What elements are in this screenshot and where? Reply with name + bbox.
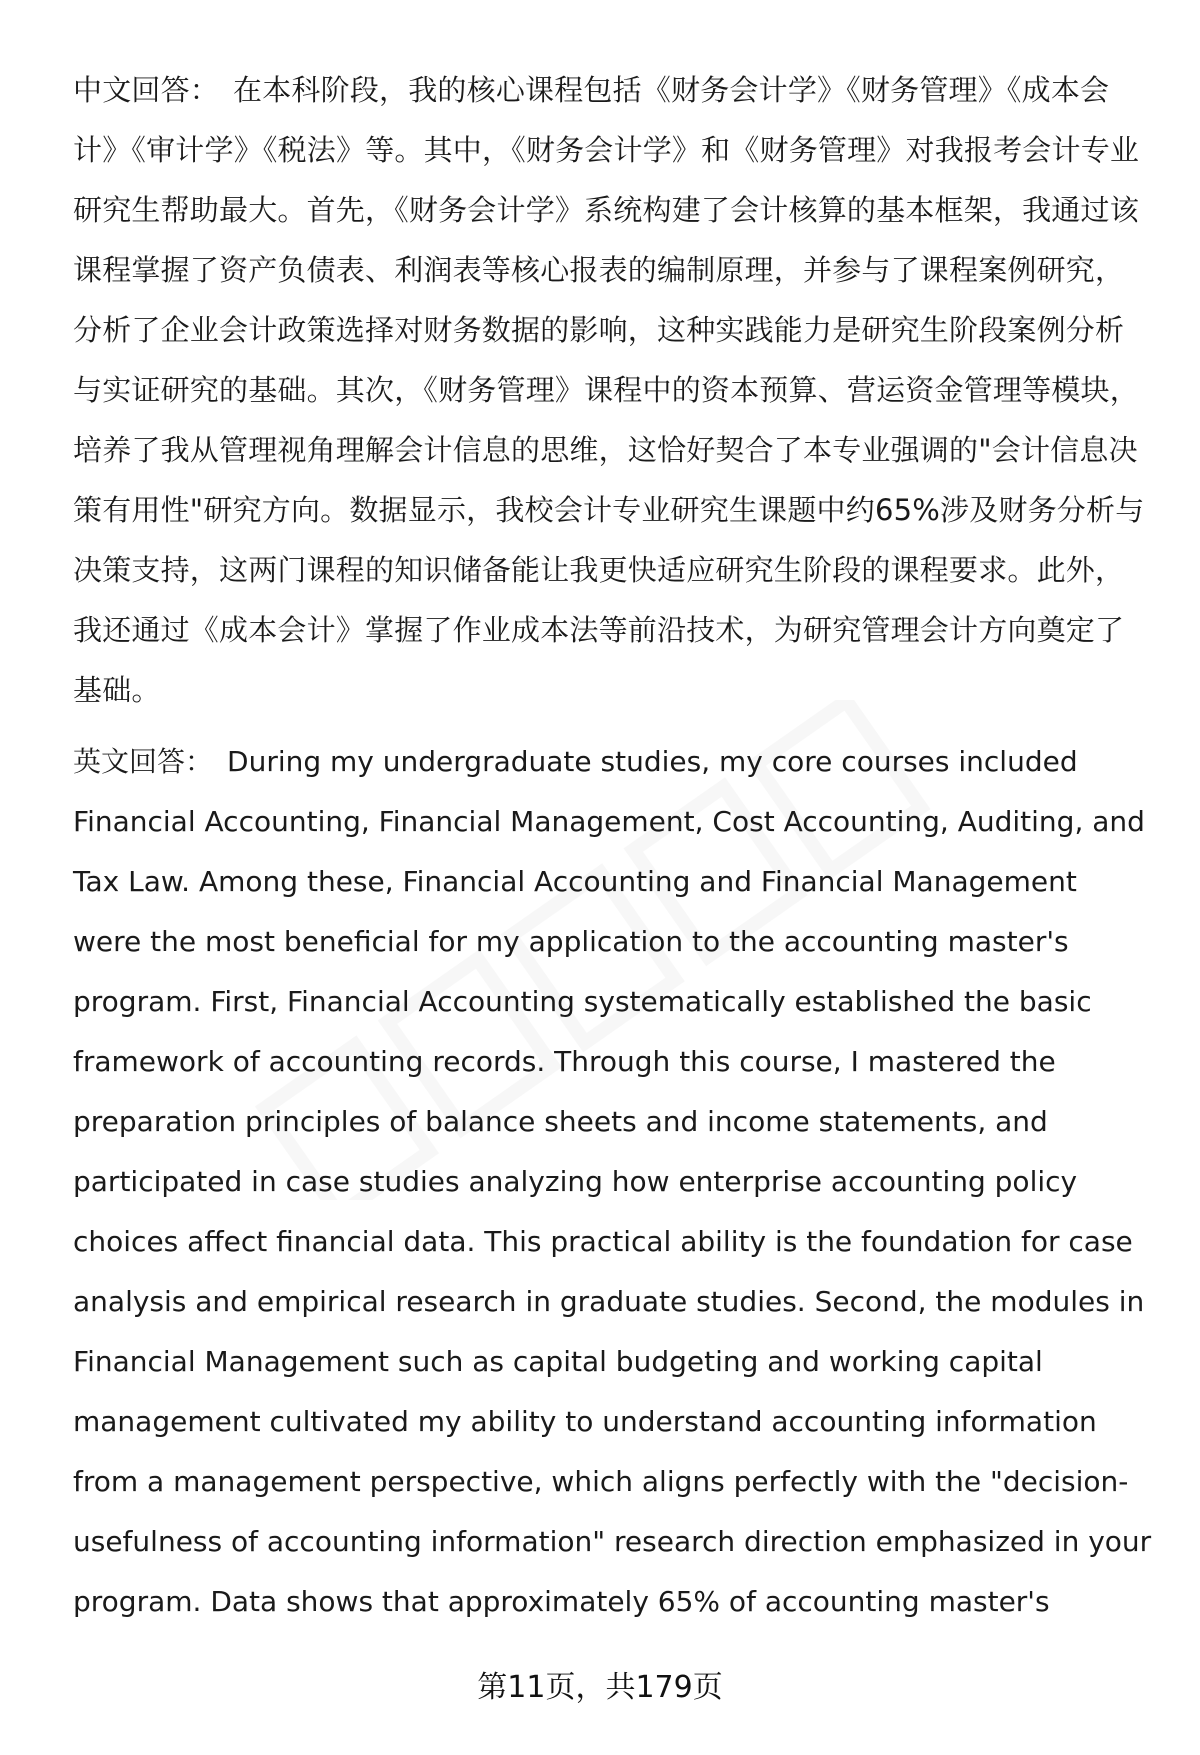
answer-content — [73, 60, 1153, 1632]
english-answer-label: 英文回答： — [73, 745, 214, 778]
english-answer-text: During my undergraduate studies, my core courses included Financial Accounting, Financial Management, Cost Accounting, Auditing, and Tax Law. Among these, Financial Accounting and Financial Management were the most beneficial for my application to the accounting master's program. First, Financial Accounting systematically established the basic framework of accounting records. Through this course, I mastered the preparation principles of balance sheets and income statements, and participated in case studies analyzing how enterprise accounting policy choices affect financial data. This practical ability is the foundation for case analysis and empirical research in graduate studies. Second, the modules in Financial Management such as capital budgeting and working capital management cultivated my ability to understand accounting information from a management perspective, which aligns perfectly with the "decision-usefulness of accounting information" research direction emphasized in your program. Data shows that approximately 65% of accounting master's — [73, 745, 1152, 1618]
chinese-answer-label: 中文回答： — [73, 73, 220, 107]
page-number-footer: 第11页，共179页 — [477, 1670, 723, 1705]
chinese-answer-paragraph — [73, 60, 1153, 720]
chinese-answer-text: 在本科阶段，我的核心课程包括《财务会计学》《财务管理》《成本会计》《审计学》《税法》等。其中，《财务会计学》和《财务管理》对我报考会计专业研究生帮助最大。首先，《财务会计学》系统构建了会计核算的基本框架，我通过该课程掌握了资产负债表、利润表等核心报表的编制原理，并参与了课程案例研究，分析了企业会计政策选择对财务数据的影响，这种实践能力是研究生阶段案例分析与实证研究的基础。其次，《财务管理》课程中的资本预算、营运资金管理等模块，培养了我从管理视角理解会计信息的思维，这恰好契合了本专业强调的"会计信息决策有用性"研究方向。数据显示，我校会计专业研究生课题中约65%涉及财务分析与决策支持，这两门课程的知识储备能让我更快适应研究生阶段的课程要求。此外，我还通过《成本会计》掌握了作业成本法等前沿技术，为研究管理会计方向奠定了基础。 — [73, 73, 1145, 707]
english-answer-paragraph — [73, 732, 1153, 1632]
